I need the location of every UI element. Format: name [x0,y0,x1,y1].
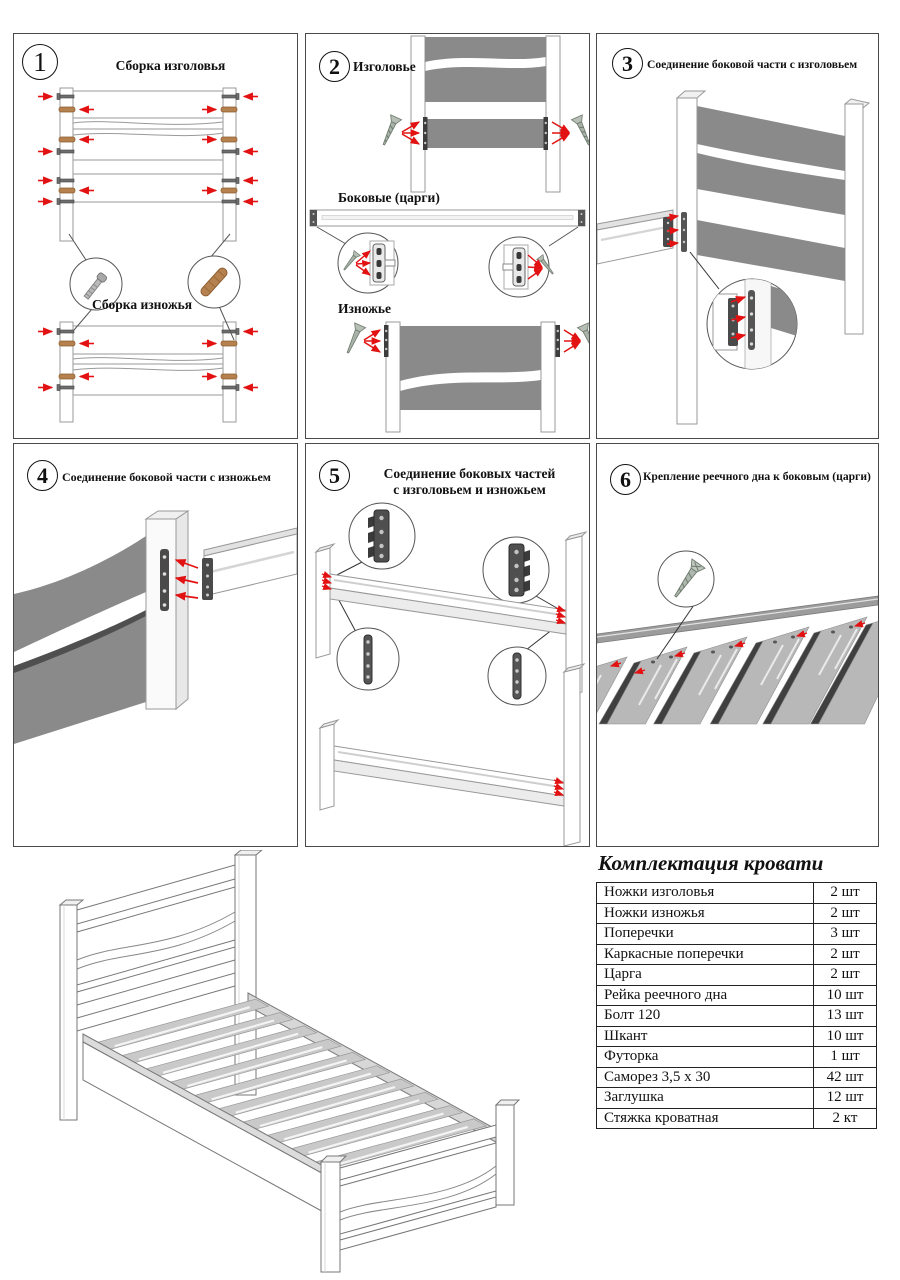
table-row: Болт 120 13 шт [597,1006,877,1027]
panel2-label-sides: Боковые (царги) [338,190,440,205]
step-panel-4 [13,443,298,847]
side-to-footboard-diagram [14,444,297,846]
panel5-title: Соединение боковых частей с изголовьем и изножьем [383,466,556,498]
table-row: Стяжка кроватная 2 кт [597,1108,877,1129]
step-number-3: 3 [612,48,643,79]
side-to-headboard-diagram [597,34,878,438]
step-panel-1 [13,33,298,439]
table-row: Ножки изголовья 2 шт [597,883,877,904]
panel6-title: Крепление реечного дна к боковым (царги) [643,470,871,483]
table-row: Заглушка 12 шт [597,1088,877,1109]
step-panel-2 [305,33,590,439]
slats-to-rails-diagram [597,444,878,846]
step-number-2: 2 [319,51,350,82]
step-panel-3 [596,33,879,439]
panel1-title-footboard: Сборка изножья [92,297,193,312]
hook-bracket-icon [509,544,530,596]
table-row: Поперечки 3 шт [597,924,877,945]
table-row: Рейка реечного дна 10 шт [597,985,877,1006]
table-row: Футорка 1 шт [597,1047,877,1068]
headboard-sides-footboard-diagram [306,34,589,438]
table-row: Каркасные поперечки 2 шт [597,944,877,965]
step-panel-6 [596,443,879,847]
panel2-label-headboard: Изголовье [353,59,416,74]
table-row: Саморез 3,5 х 30 42 шт [597,1067,877,1088]
panel3-title: Соединение боковой части с изголовьем [647,58,858,71]
panel2-label-footboard: Изножье [338,301,392,316]
assembled-bed-drawing [30,850,590,1280]
table-row: Шкант 10 шт [597,1026,877,1047]
step-number-1: 1 [22,44,58,80]
panel1-title-headboard: Сборка изголовья [115,58,226,73]
hook-bracket-icon [368,510,389,562]
step-number-5: 5 [319,460,350,491]
parts-table-title: Комплектация кровати [598,851,824,875]
step-panel-5 [305,443,590,847]
step-number-6: 6 [610,464,641,495]
table-row: Ножки изножья 2 шт [597,903,877,924]
headboard-footboard-assembly-diagram [14,34,297,438]
parts-table [596,882,877,1129]
sides-to-ends-diagram [306,444,589,846]
step-number-4: 4 [27,460,58,491]
table-row: Царга 2 шт [597,965,877,986]
panel4-title: Соединение боковой части с изножьем [62,470,271,484]
